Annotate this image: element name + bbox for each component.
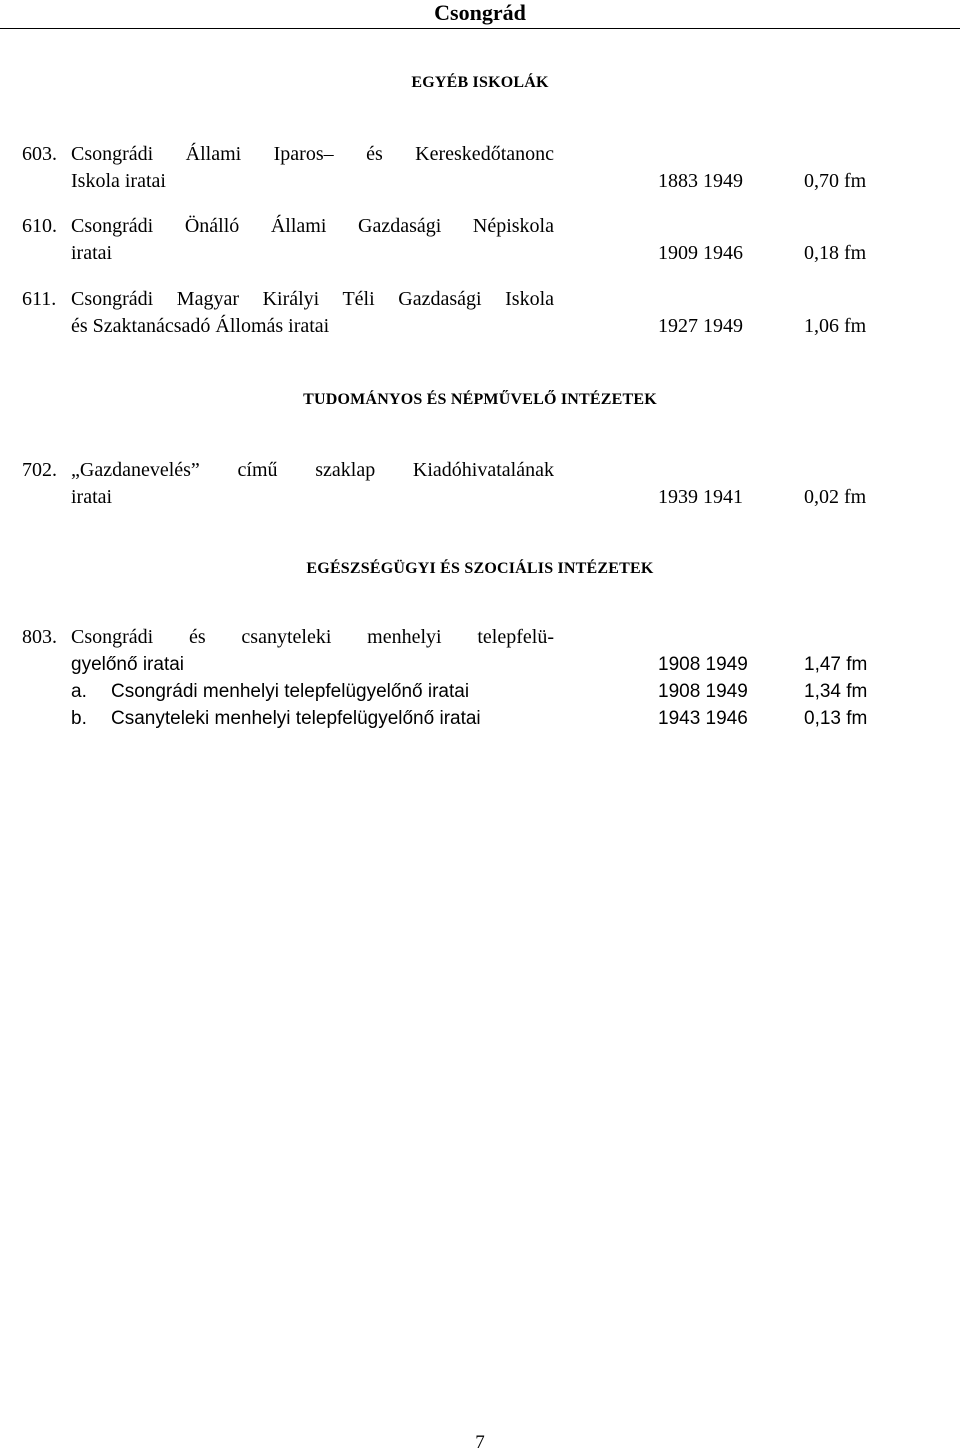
- entry-size: 0,02 fm: [804, 486, 867, 508]
- subitem-letter: a.: [71, 681, 87, 702]
- entry-number: 610.: [22, 215, 57, 237]
- entry-years: 1909 1946: [658, 242, 743, 264]
- subitem-size: 0,13 fm: [804, 708, 868, 729]
- subitem-letter: b.: [71, 708, 87, 729]
- section-heading-tudomanyos: TUDOMÁNYOS ÉS NÉPMŰVELŐ INTÉZETEK: [303, 391, 657, 408]
- entry-size: 1,47 fm: [804, 654, 868, 675]
- entry-title-line2: Iskola iratai: [71, 170, 166, 192]
- subitem-size: 1,34 fm: [804, 681, 868, 702]
- entry-title-line2: gyelőnő iratai: [71, 654, 185, 675]
- subitem-a: [22, 678, 882, 705]
- entry-size: 0,18 fm: [804, 242, 867, 264]
- entry-size: 0,70 fm: [804, 170, 867, 192]
- entry-610: [22, 213, 882, 267]
- entry-title-line2: iratai: [71, 486, 113, 508]
- section-heading-egeszsegugyi: EGÉSZSÉGÜGYI ÉS SZOCIÁLIS INTÉZETEK: [306, 560, 654, 577]
- entry-years: 1927 1949: [658, 315, 743, 337]
- subitem-years: 1908 1949: [658, 681, 748, 702]
- entry-title-line1: Csongrádi Állami Iparos– és Kereskedőtanonc: [71, 143, 554, 165]
- subitem-b: [22, 705, 882, 732]
- entry-title-line1: Csongrádi Magyar Királyi Téli Gazdasági Iskola: [71, 288, 554, 310]
- entry-title-line1: Csongrádi és csanyteleki menhelyi telepfelü-: [71, 626, 554, 648]
- entry-803: [22, 624, 882, 732]
- entry-title-line1: „Gazdanevelés” című szaklap Kiadóhivatalának: [71, 459, 554, 481]
- entry-603: [22, 141, 882, 195]
- subitem-text: Csanyteleki menhelyi telepfelügyelőnő iratai: [111, 708, 481, 729]
- subitem-years: 1943 1946: [658, 708, 748, 729]
- entry-years: 1883 1949: [658, 170, 743, 192]
- entry-title-line2: iratai: [71, 242, 113, 264]
- page-number: 7: [475, 1432, 485, 1453]
- entry-years: 1908 1949: [658, 654, 748, 675]
- entry-number: 803.: [22, 626, 57, 648]
- page-title: Csongrád: [434, 0, 526, 25]
- section-heading-egyeb-iskolak: EGYÉB ISKOLÁK: [411, 74, 549, 91]
- page-header: [0, 0, 960, 29]
- entry-number: 611.: [22, 288, 57, 310]
- entry-title-line1: Csongrádi Önálló Állami Gazdasági Népiskola: [71, 215, 554, 237]
- entry-702: [22, 457, 882, 511]
- entry-number: 603.: [22, 143, 57, 165]
- entry-title-line2: és Szaktanácsadó Állomás iratai: [71, 315, 330, 337]
- entry-years: 1939 1941: [658, 486, 743, 508]
- subitem-text: Csongrádi menhelyi telepfelügyelőnő iratai: [111, 681, 470, 702]
- entry-size: 1,06 fm: [804, 315, 867, 337]
- entry-611: [22, 286, 882, 340]
- entry-number: 702.: [22, 459, 57, 481]
